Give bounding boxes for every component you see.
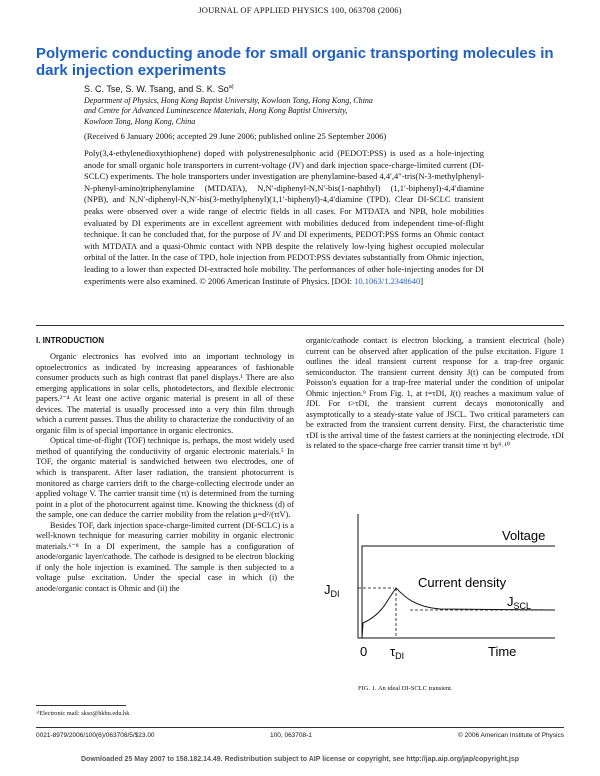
jdi-main: J <box>324 582 331 597</box>
footnote-rule <box>36 705 126 706</box>
author-list <box>84 84 234 94</box>
footer-left: 0021-8979/2006/100(6)/063708/5/$23.00 <box>36 732 155 739</box>
section-heading: I. INTRODUCTION <box>36 336 104 345</box>
jscl-main: J <box>507 594 514 609</box>
author-footnote-mark: a) <box>228 84 234 90</box>
abstract-text: Poly(3,4-ethylenedioxythiophene) doped with polystrenesulphonic acid (PEDOT:PSS) is used as a hole-injecting anode for small organic hole transporters in current-voltage (JV) and dark injection space-charge-limited current (DI-SCLC) experiments. The hole transporters under investigation are phenylamine-based 4,4′,4″-tris(N-3-methylphenyl-N-phenyl-amino)triphenylamine (MTDATA), N,N′-diphenyl-N,N′-bis(1-naphthyl) (1,1′-biphenyl)-4,4′diamine (NPB), and N,N′-diphenyl-N,N′-bis(3-methylphenyl)(1,1′-biphenyl)-4,4′diamine (TPD). Clear DI-SCLC transient peaks were observed over a wide range of electric fields in all cases. For MTDATA and NPB, hole mobilities evaluated by DI experiments are in excellent agreement with mobilities deduced from independent time-of-flight technique. It can be concluded that, for the purpose of JV and DI experiments, PEDOT:PSS forms an Ohmic contact with MTDATA and a quasi-Ohmic contact with NPB despite the relatively low-lying highest occupied molecular orbital of the latter. In the case of TPD, hole injection from PEDOT:PSS deviates substantially from Ohmic injection, leading to a lower than expected DI-extracted hole mobility. The performances of other hole-injecting anodes for DI experiments were also examined. © 2006 American Institute of Physics. <box>84 148 484 286</box>
jdi-label <box>324 582 340 599</box>
affiliation-line-3: Kowloon Tong, Hong Kong, China <box>84 116 196 126</box>
jscl-sub: SCL <box>513 601 532 611</box>
running-head: JOURNAL OF APPLIED PHYSICS 100, 063708 (2006) <box>198 5 402 15</box>
affiliation <box>84 96 524 127</box>
doi-prefix: [DOI: <box>331 275 355 286</box>
intro-paragraph-2: Optical time-of-flight (TOF) technique is, perhaps, the most widely used method of quantifying the conductivity of organic electronic materials.⁵ In TOF, the organic material is sandwiched between two electrodes, one of which is transparent. After laser radiation, the transient photocurrent is monitored as charge carriers drift to the charge-collecting electrode under an applied voltage V. The carrier transit time (τt) is determined from the turning point in a plot of the photocurrent against time. Knowing the thickness (d) of the sample, one can deduce the carrier mobility from the relation μ=d²/(τtV). <box>36 436 294 520</box>
tau-main: τ <box>390 644 396 659</box>
footer-divider <box>36 727 564 728</box>
footer-right: © 2006 American Institute of Physics <box>458 732 564 739</box>
received-dates: (Received 6 January 2006; accepted 29 June 2006; published online 25 September 2006) <box>84 131 387 141</box>
right-column <box>306 336 564 452</box>
figure-caption: FIG. 1. An ideal DI-SCLC transient. <box>358 685 453 692</box>
footer-page: 100, 063708-1 <box>270 732 312 739</box>
current-density-label: Current density <box>418 575 507 590</box>
affiliation-line-2: and Centre for Advanced Luminescence Materials, Hong Kong Baptist University, <box>84 106 348 116</box>
authors: S. C. Tse, S. W. Tsang, and S. K. So <box>84 84 229 94</box>
tau-sub: DI <box>395 651 405 661</box>
abstract <box>84 148 484 287</box>
article-title: Polymeric conducting anode for small organic transporting molecules in dark injection experiments <box>36 45 554 79</box>
jdi-sub: DI <box>330 589 340 599</box>
x-axis-label: Time <box>488 644 517 659</box>
intro-paragraph-4: organic/cathode contact is electron blocking, a transient electrical (hole) current can be observed after application of the pulse excitation. Figure 1 outlines the ideal transient current response for a trap-free organic semiconductor. The transient current density J(t) can be computed from Poisson's equation for a trap-free material under the condition of unipolar Ohmic injection.⁹ From Fig. 1, at t=τDI, J(t) reaches a maximum value of JDI. For t>τDI, the transient current decays monotonically and asymptotically to a steady-state value of JSCL. Two critical parameters can be extracted from the transient current density. First, the characteristic time τDI is the arrival time of the fastest carriers at the noninjecting electrode. τDI is related to the space-charge free carrier transit time τt by⁹˒¹⁰ <box>306 336 564 451</box>
jscl-label <box>507 594 531 611</box>
voltage-label: Voltage <box>502 528 546 543</box>
footnote: ᵃ⁾Electronic mail: skso@hkbu.edu.hk <box>36 710 130 717</box>
doi-link[interactable]: 10.1063/1.2348640 <box>354 275 421 286</box>
x-tick-tau <box>390 644 404 661</box>
abstract-divider <box>36 325 564 326</box>
doi-suffix: ] <box>420 275 424 286</box>
left-column <box>36 352 294 595</box>
intro-paragraph-1: Organic electronics has evolved into an important technology in optoelectronics as indicated by increasing appearances of fashionable consumer products such as high contrast flat panel displays.¹ There are also emerging applications in solar cells, photodetectors, and flexible electronic papers.²⁻⁴ At least one active organic material is present in all of these devices. The material is usually processed into a very thin film through which a current passes. Thus the ability to characterize the conductivity of an organic film is of special importance in organic electronics. <box>36 352 294 435</box>
affiliation-line-1: Department of Physics, Hong Kong Baptist University, Kowloon Tong, Hong Kong, China <box>84 96 373 105</box>
current-density-curve <box>362 588 555 638</box>
figure-1 <box>310 510 560 675</box>
voltage-curve <box>358 546 555 638</box>
intro-paragraph-3: Besides TOF, dark injection space-charge-limited current (DI-SCLC) is a well-known technique for measuring carrier mobility in organic electronic materials.⁶⁻⁸ In a DI experiment, the sample has a configuration of anode/organic layer/cathode. The cathode is designed to be electron blocking if only the hole injection is examined. The sample is then subjected to a voltage pulse excitation. Under the special case in which (i) the anode/organic contact is Ohmic and (ii) the <box>36 520 294 594</box>
download-notice: Downloaded 25 May 2007 to 158.182.14.49. Redistribution subject to AIP license or copyright, see http://jap.aip.org/jap/copyright.jsp <box>81 756 519 763</box>
x-tick-zero: 0 <box>360 644 368 659</box>
